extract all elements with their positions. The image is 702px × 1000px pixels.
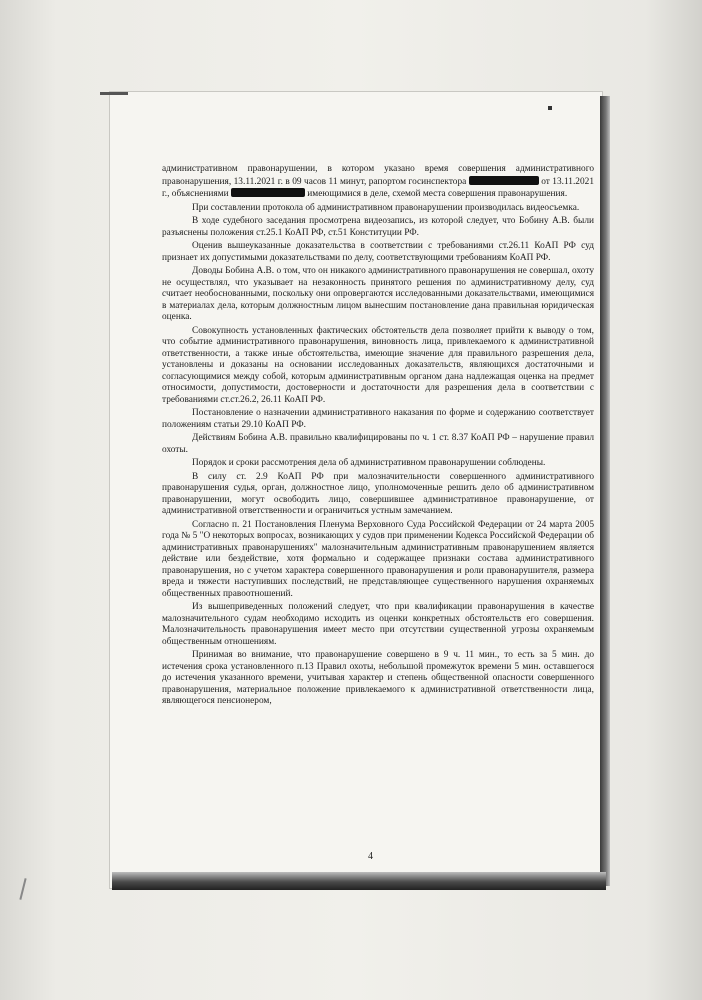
document-paragraph [162,164,594,201]
paragraph-text: от 13.11.2021 г., объяснениями [162,176,594,199]
paragraph-text: В силу ст. 2.9 КоАП РФ при малозначительности совершенного административного правонарушения судья, орган, должностное лицо, уполномоченные решить дело об административном правонарушении, могут освободить лицо, совершившее административное правонарушение, от административной ответственности и ограничиться устным замечанием. [162,471,594,516]
paragraph-text: Действиям Бобина А.В. правильно квалифицированы по ч. 1 ст. 8.37 КоАП РФ – нарушение правил охоты. [162,433,594,455]
page-right-shadow-edge [600,96,610,886]
page-top-edge-mark [100,92,128,95]
paragraph-text: административном правонарушении, в котором указано время совершения административного правонарушения, 13.11.2021 г. в 09 часов 11 минут, рапортом госинспектора [162,164,594,187]
redaction-block [469,176,539,185]
document-paragraph [162,520,594,601]
document-paragraph [162,241,594,264]
paragraph-text: Оценив вышеуказанные доказательства в соответствии с требованиями ст.26.11 КоАП РФ суд признает их допустимыми доказательствами по делу, соответствующими требованиям КоАП РФ. [162,241,594,263]
paragraph-text: Постановление о назначении административного наказания по форме и содержанию соответствует положениям статьи 29.10 КоАП РФ. [162,408,594,430]
document-paragraph [162,458,594,470]
paragraph-text: имеющимися в деле, схемой места совершения правонарушения. [304,189,568,199]
document-paragraph [162,326,594,407]
document-paragraph [162,203,594,215]
paragraph-text: Согласно п. 21 Постановления Пленума Верховного Суда Российской Федерации от 24 марта 2005 года № 5 "О некоторых вопросах, возникающих у судов при применении Кодекса Российской Федерации об административных правонарушениях" малозначительным административным правонарушением является действие или бездействие, хотя формально и содержащее признаки состава административного правонарушения, но с учетом характера совершенного правонарушения и роли правонарушителя, размера вреда и тяжести наступивших последствий, не представляющее существенного нарушения охраняемых общественных правоотношений. [162,519,594,599]
paragraph-text: Совокупность установленных фактических обстоятельств дела позволяет прийти к выводу о том, что событие административного правонарушения, виновность лица, привлекаемого к административной ответственности, а также иные обстоятельства, имеющие значение для правильного разрешения дела, установлены и доказаны на основании исследованных доказательств, являющихся достаточными и согласующимися между собой, которым административным органом дана надлежащая оценка на предмет относимости, допустимости, достоверности и достаточности для разрешения дела в соответствии с требованиями ст.ст.26.2, 26.11 КоАП РФ. [162,325,594,405]
document-paragraph [162,266,594,324]
paragraph-text: Принимая во внимание, что правонарушение совершено в 9 ч. 11 мин., то есть за 5 мин. до истечения срока установленного п.13 Правил охоты, небольшой промежуток времени 5 мин. оставшегося до истечения указанного времени, учитывая характер и степень общественной опасности совершенного правонарушения, материальное положение привлекаемого к административной ответственности лица, являющегося пенсионером, [162,650,594,706]
page-corner-mark [548,106,552,110]
paragraph-text: При составлении протокола об административном правонарушении производилась видеосъемка. [192,202,580,213]
document-paragraph [162,433,594,456]
document-paragraph [162,408,594,431]
page-bottom-shadow-edge [112,872,606,890]
document-paragraph [162,602,594,648]
paragraph-text: В ходе судебного заседания просмотрена видеозапись, из которой следует, что Бобину А.В. были разъяснены положения ст.25.1 КоАП РФ, ст.51 Конституции РФ. [162,216,594,238]
paragraph-text: Из вышеприведенных положений следует, что при квалификации правонарушения в качестве малозначительного судам необходимо исходить из оценки конкретных обстоятельств его совершения. Малозначительность правонарушения имеет место при отсутствии существенной угрозы охраняемым общественным отношениям. [162,602,594,647]
paragraph-text: Доводы Бобина А.В. о том, что он никакого административного правонарушения не совершал, охоту не осуществлял, что указывает на незаконность принятого решения по административному делу, суд считает необоснованными, поскольку они опровергаются исследованными доказательствами, имеющимися в материалах дела, которым должностным лицом вынесшим постановление дана правильная юридическая оценка. [162,266,594,322]
document-paragraph [162,650,594,708]
paragraph-text: Порядок и сроки рассмотрения дела об административном правонарушении соблюдены. [192,458,546,468]
redaction-block [231,188,305,197]
document-body-text [162,164,594,710]
document-paragraph [162,216,594,239]
page-number: 4 [368,851,373,862]
document-paragraph [162,472,594,518]
